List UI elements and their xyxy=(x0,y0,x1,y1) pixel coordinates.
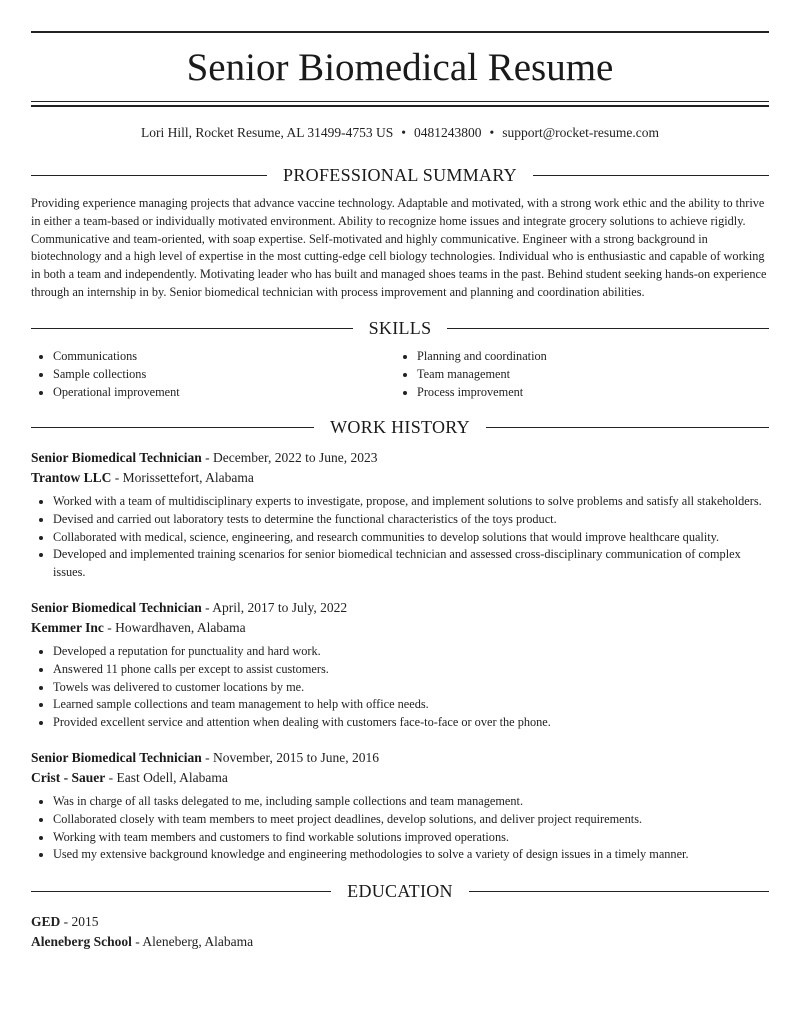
job-title-line xyxy=(31,748,769,768)
divider-line xyxy=(31,328,353,329)
skill-item: • Communications xyxy=(53,348,180,366)
job-bullet: • Developed a reputation for punctuality and hard work. xyxy=(53,643,769,661)
job-company-line xyxy=(31,768,769,788)
contact-line xyxy=(31,123,769,143)
summary-text: Providing experience managing projects that advance vaccine technology. Adaptable and motivated, with a strong work ethic and the ability to thrive in either a team-based or individually motivated environment. Ability to recognize home issues and integrate grocery solutions to achieve rigidly. Communicative and team-oriented, with soap expertise. Self-motivated and highly communicative. Engineer with a strong background in biotechnology and a high level of expertise in the most cutting-edge cell biology technologies. Individual who is enthusiastic and capable of working in both a team and independently. Motivating leader who has built and managed shoes teams in the past. Behind student seeking hands-on experience through an internship in by. Senior biomedical technician with process improvement and planning and coordination abilities. xyxy=(31,196,767,299)
skill-item: • Team management xyxy=(417,366,547,384)
job-location: - Morissettefort, Alabama xyxy=(111,469,254,485)
job-company: Kemmer Inc xyxy=(31,619,104,635)
job-bullet: • Devised and carried out laboratory tests to determine the functional characteristics of the toys product. xyxy=(53,511,769,529)
education-location: - Aleneberg, Alabama xyxy=(131,933,254,949)
education-year: - 2015 xyxy=(60,914,99,929)
page-title: Senior Biomedical Resume xyxy=(186,46,614,89)
skill-item: • Operational improvement xyxy=(53,384,180,402)
job-company: Trantow LLC xyxy=(31,469,112,485)
job-location: - Howardhaven, Alabama xyxy=(103,619,246,635)
divider-line xyxy=(533,175,769,176)
job-title-line xyxy=(31,598,769,618)
divider-line xyxy=(31,427,314,428)
contact-separator: • xyxy=(401,125,406,140)
skill-item: • Sample collections xyxy=(53,366,180,384)
job-bullet: • Answered 11 phone calls per except to assist customers. xyxy=(53,661,769,679)
divider-line xyxy=(469,891,769,892)
job-bullets xyxy=(31,793,769,864)
job-bullet: • Worked with a team of multidisciplinary experts to investigate, propose, and implement solutions to solve problems and satisfy all stakeholders. xyxy=(53,493,769,511)
divider-line xyxy=(447,328,769,329)
job-bullet: • Developed and implemented training scenarios for senior biomedical technician and assessed cross-disciplinary communication of complex issues. xyxy=(53,546,769,582)
job-bullet: • Used my extensive background knowledge and engineering methodologies to solve a variety of design issues in a timely manner. xyxy=(53,846,769,864)
section-title-skills: SKILLS xyxy=(368,318,432,338)
job-bullet: • Provided excellent service and attention when dealing with customers face-to-face or over the phone. xyxy=(53,714,769,732)
job-bullet: • Working with team members and customers to find workable solutions improved operations. xyxy=(53,829,769,847)
contact-separator: • xyxy=(489,125,495,140)
job-entry xyxy=(31,748,769,864)
section-title-work: WORK HISTORY xyxy=(330,417,470,437)
education-school-line xyxy=(31,932,769,952)
job-company-line xyxy=(31,468,769,488)
education-degree: GED xyxy=(31,914,61,929)
contact-email: support@rocket-resume.com xyxy=(502,125,659,140)
section-header-education xyxy=(31,880,769,902)
skill-item: • Planning and coordination xyxy=(417,348,547,366)
section-header-skills xyxy=(31,317,769,339)
job-title: Senior Biomedical Technician xyxy=(31,450,202,465)
skills-list-left xyxy=(31,348,180,401)
skills-list-right xyxy=(395,348,547,401)
job-bullets xyxy=(31,493,769,582)
job-bullet: • Collaborated with medical, science, engineering, and research communities to develop solutions that would improve healthcare quality. xyxy=(53,529,769,547)
title-rule-upper xyxy=(31,101,769,102)
job-bullet: • Was in charge of all tasks delegated to me, including sample collections and team management. xyxy=(53,793,769,811)
job-entry xyxy=(31,448,769,582)
job-dates: - December, 2022 to June, 2023 xyxy=(201,450,378,465)
job-dates: - November, 2015 to June, 2016 xyxy=(201,750,379,765)
section-title-summary: PROFESSIONAL SUMMARY xyxy=(283,165,517,185)
contact-phone: 0481243800 xyxy=(413,125,482,140)
job-dates: - April, 2017 to July, 2022 xyxy=(201,600,348,615)
section-header-work xyxy=(31,416,769,438)
job-title: Senior Biomedical Technician xyxy=(31,600,202,615)
job-bullets xyxy=(31,643,769,732)
section-header-summary xyxy=(31,164,769,186)
job-company: Crist - Sauer xyxy=(31,769,106,785)
education-degree-line xyxy=(31,912,769,932)
job-bullet: • Collaborated closely with team members to meet project deadlines, develop solutions, and deliver project requirements. xyxy=(53,811,769,829)
job-location: - East Odell, Alabama xyxy=(105,769,228,785)
education-entry xyxy=(31,912,769,951)
job-company-line xyxy=(31,618,769,638)
title-rule-lower xyxy=(31,105,769,107)
job-title: Senior Biomedical Technician xyxy=(31,750,202,765)
job-title-line xyxy=(31,448,769,468)
job-bullet: • Towels was delivered to customer locations by me. xyxy=(53,679,769,697)
job-bullet: • Learned sample collections and team management to help with office needs. xyxy=(53,696,769,714)
education-school: Aleneberg School xyxy=(31,933,132,949)
top-rule xyxy=(31,31,769,33)
divider-line xyxy=(31,175,267,176)
divider-line xyxy=(31,891,331,892)
contact-address: Lori Hill, Rocket Resume, AL 31499-4753 US xyxy=(141,125,394,140)
job-entry xyxy=(31,598,769,732)
skill-item: • Process improvement xyxy=(417,384,547,402)
section-title-education: EDUCATION xyxy=(347,881,453,901)
divider-line xyxy=(486,427,769,428)
